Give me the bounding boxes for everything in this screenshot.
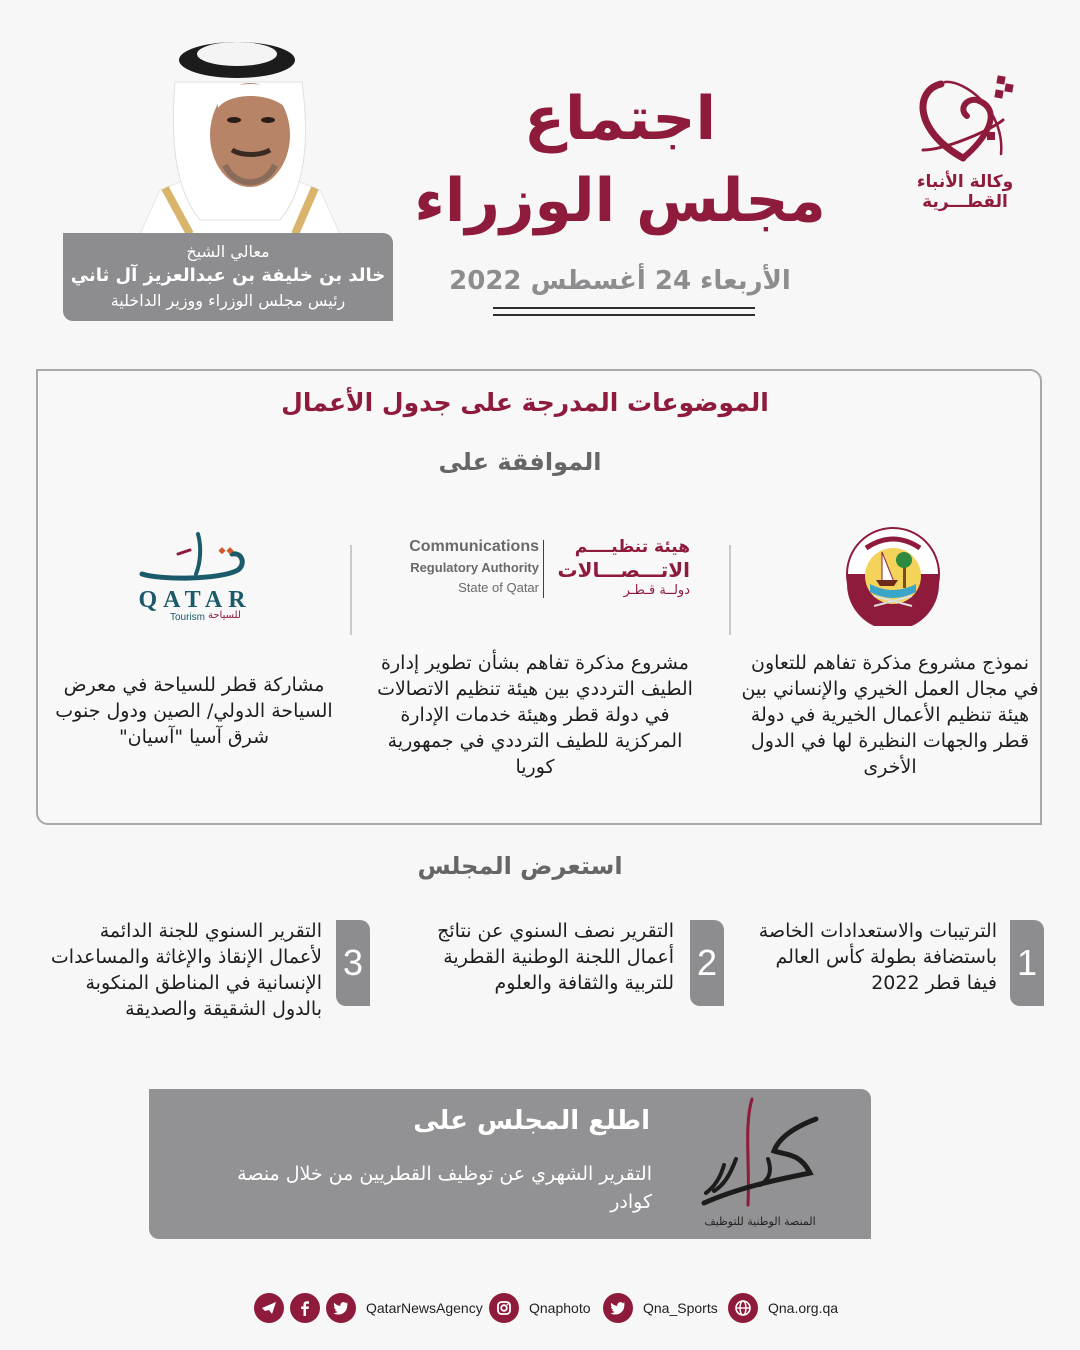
review-item-2-text: التقرير نصف السنوي عن نتائج أعمال اللجنة الوطنية القطرية للتربية والثقافة والعلوم: [437, 920, 674, 994]
qatar-tourism-sub-en: Tourism: [170, 612, 206, 623]
twitter-icon[interactable]: [326, 1293, 356, 1323]
cra-ar-line1: هيئة تنظيــــم: [574, 537, 690, 557]
review-item-3-text: التقرير السنوي للجنة الدائمة لأعمال الإنقاذ والإغاثة والمساعدات الإنسانية في المناطق المنكوبة بالدول الشقيقة والصديقة: [50, 920, 322, 1020]
review-heading: استعرض المجلس: [417, 852, 623, 880]
caption-name: خالد بن خليفة بن عبدالعزيز آل ثاني: [70, 265, 386, 286]
cra-ar-line2: الاتـــصـــالات: [557, 558, 690, 582]
review-item-2-number: 2: [690, 920, 724, 1006]
page-title-line1: اجتماع: [523, 84, 717, 154]
portrait-caption: [63, 233, 393, 321]
social-group-qna-sports[interactable]: [603, 1293, 718, 1323]
social-handle[interactable]: Qna.org.qa: [768, 1300, 839, 1316]
qatar-tourism-logo: [120, 530, 270, 623]
page-title: [400, 78, 840, 242]
social-group-qnaphoto[interactable]: [489, 1293, 591, 1323]
social-handle[interactable]: Qnaphoto: [529, 1300, 591, 1316]
page-title-line2: مجلس الوزراء: [414, 166, 826, 236]
cra-en-line3: State of Qatar: [458, 580, 539, 595]
agenda-item-2-text: مشروع مذكرة تفاهم بشأن تطوير إدارة الطيف الترددي بين هيئة تنظيم الاتصالات في دولة قطر وهيئة خدمات الإدارة المركزية للطيف الترددي في جمهورية كوريا: [377, 652, 693, 778]
agenda-item-1-text: نموذج مشروع مذكرة تفاهم للتعاون في مجال العمل الخيري والإنساني بين هيئة تنظيم الأعمال الخيرية في دولة قطر والجهات النظيرة لها في الدول الأخرى: [741, 652, 1039, 778]
social-handle[interactable]: QatarNewsAgency: [366, 1300, 483, 1316]
cra-logo-separator: [543, 540, 544, 598]
review-item-1-number: 1: [1010, 920, 1044, 1006]
date-underline-divider: [493, 307, 755, 316]
globe-icon[interactable]: [728, 1293, 758, 1323]
social-group-qatarnewsagency[interactable]: [254, 1293, 483, 1323]
social-group-website[interactable]: [728, 1293, 838, 1323]
approval-heading: الموافقة على: [438, 448, 602, 476]
caption-honorific: معالي الشيخ: [186, 242, 270, 261]
qna-logo-name-line1: وكالة الأنباء: [916, 172, 1014, 192]
agenda-item-3-text: مشاركة قطر للسياحة في معرض السياحة الدولي/ الصين ودول جنوب شرق آسيا "آسيان": [55, 674, 333, 748]
twitter-icon[interactable]: [603, 1293, 633, 1323]
instagram-icon[interactable]: [489, 1293, 519, 1323]
cra-en-line1: Communications: [409, 538, 539, 555]
social-handle[interactable]: Qna_Sports: [643, 1300, 718, 1316]
qatar-charity-regulatory-seal-icon: [838, 522, 948, 626]
facebook-icon[interactable]: [290, 1293, 320, 1323]
qatar-tourism-wordmark: QATAR: [138, 587, 252, 613]
kawader-calligraphy-icon: [690, 1095, 830, 1213]
telegram-icon[interactable]: [254, 1293, 284, 1323]
qna-logo-name-line2: القطـــرية: [922, 192, 1008, 212]
kawader-caption: المنصة الوطنية للتوظيف: [704, 1215, 816, 1228]
banner-text: التقرير الشهري عن توظيف القطريين من خلال منصة كوادر: [237, 1163, 652, 1213]
cra-en-line2: Regulatory Authority: [410, 560, 539, 575]
caption-position: رئيس مجلس الوزراء ووزير الداخلية: [110, 291, 346, 310]
column-divider: [350, 545, 352, 635]
kawader-logo: [690, 1095, 830, 1235]
qatar-tourism-calligraphy-icon: [120, 530, 270, 586]
review-item-1-text: الترتيبات والاستعدادات الخاصة باستضافة بطولة كأس العالم فيفا قطر 2022: [758, 920, 997, 994]
agenda-title: الموضوعات المدرجة على جدول الأعمال: [281, 388, 769, 417]
meeting-date: الأربعاء 24 أغسطس 2022: [449, 266, 791, 296]
portrait-photo: [120, 20, 360, 234]
qna-logo: [905, 70, 1045, 220]
qna-atom-logo-icon: [905, 70, 1025, 170]
qatar-tourism-sub-ar: للسياحة: [208, 610, 241, 621]
cra-logo: [388, 536, 694, 606]
cra-ar-line3: دولــة قـطـر: [623, 583, 690, 598]
banner-title: اطلع المجلس على: [413, 1106, 650, 1136]
column-divider: [729, 545, 731, 635]
review-item-3-number: 3: [336, 920, 370, 1006]
